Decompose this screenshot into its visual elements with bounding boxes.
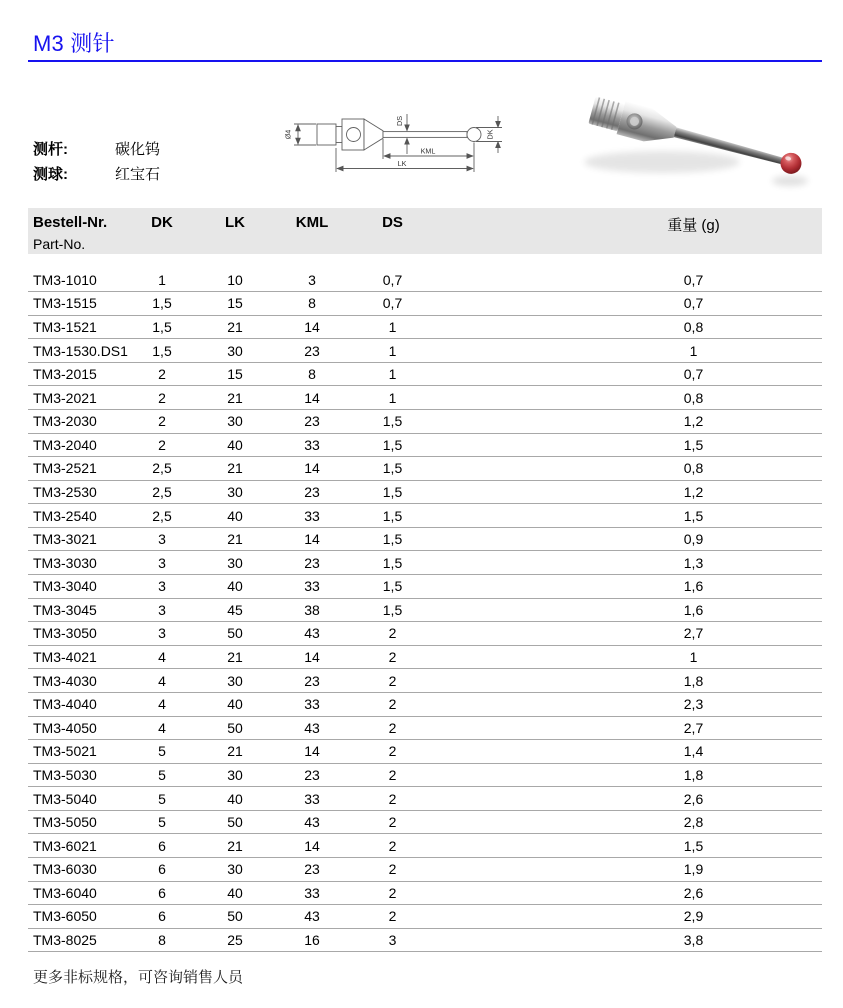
weight-cell: 1,5 xyxy=(440,433,822,457)
ds-cell: 0,7 xyxy=(345,254,440,292)
lk-cell: 21 xyxy=(191,740,279,764)
dk-cell: 8 xyxy=(133,928,191,952)
page-title: M3 测针 xyxy=(33,31,115,56)
dim-label-kml: KML xyxy=(420,146,436,156)
dk-cell: 6 xyxy=(133,857,191,881)
kml-cell: 38 xyxy=(279,598,345,622)
dk-cell: 2 xyxy=(133,433,191,457)
part-no-cell: TM3-1010 xyxy=(28,254,133,292)
ds-cell: 1,5 xyxy=(345,504,440,528)
dk-cell: 3 xyxy=(133,551,191,575)
weight-cell: 2,6 xyxy=(440,787,822,811)
lk-cell: 15 xyxy=(191,362,279,386)
kml-cell: 14 xyxy=(279,740,345,764)
table-row xyxy=(28,810,822,834)
kml-cell: 43 xyxy=(279,716,345,740)
part-no-cell: TM3-6040 xyxy=(28,881,133,905)
lk-cell: 45 xyxy=(191,598,279,622)
ds-cell: 1,5 xyxy=(345,457,440,481)
weight-cell: 2,3 xyxy=(440,692,822,716)
lk-cell: 50 xyxy=(191,622,279,646)
title-underline xyxy=(28,60,822,62)
weight-cell: 1,5 xyxy=(440,504,822,528)
lk-cell: 30 xyxy=(191,669,279,693)
part-no-cell: TM3-2530 xyxy=(28,480,133,504)
weight-cell: 3,8 xyxy=(440,928,822,952)
header-part-no: Bestell-Nr. Part-No. xyxy=(28,208,133,254)
table-row xyxy=(28,598,822,622)
dk-cell: 2 xyxy=(133,386,191,410)
part-no-cell: TM3-2021 xyxy=(28,386,133,410)
weight-cell: 1,2 xyxy=(440,480,822,504)
kml-cell: 33 xyxy=(279,575,345,599)
table-row xyxy=(28,857,822,881)
part-no-cell: TM3-3030 xyxy=(28,551,133,575)
lk-cell: 40 xyxy=(191,504,279,528)
ds-cell: 1 xyxy=(345,386,440,410)
weight-cell: 1,2 xyxy=(440,409,822,433)
lk-cell: 30 xyxy=(191,763,279,787)
kml-cell: 33 xyxy=(279,692,345,716)
weight-cell: 0,7 xyxy=(440,292,822,316)
shaft-material-label: 测杆: xyxy=(33,141,68,158)
table-row xyxy=(28,905,822,929)
kml-cell: 8 xyxy=(279,362,345,386)
table-row xyxy=(28,763,822,787)
footer-note: 更多非标规格，可咨询销售人员 xyxy=(33,969,244,986)
weight-cell: 1,9 xyxy=(440,857,822,881)
material-specs xyxy=(33,136,160,186)
lk-cell: 40 xyxy=(191,433,279,457)
ds-cell: 2 xyxy=(345,645,440,669)
part-no-cell: TM3-3045 xyxy=(28,598,133,622)
lk-cell: 30 xyxy=(191,480,279,504)
part-no-cell: TM3-3040 xyxy=(28,575,133,599)
weight-cell: 2,6 xyxy=(440,881,822,905)
weight-cell: 1,3 xyxy=(440,551,822,575)
dk-cell: 2,5 xyxy=(133,457,191,481)
dk-cell: 5 xyxy=(133,763,191,787)
table-row xyxy=(28,740,822,764)
kml-cell: 23 xyxy=(279,551,345,575)
dk-cell: 6 xyxy=(133,834,191,858)
header-ds: DS xyxy=(345,208,440,254)
ds-cell: 2 xyxy=(345,716,440,740)
table-row xyxy=(28,645,822,669)
part-no-cell: TM3-2040 xyxy=(28,433,133,457)
header-part-no-sub: Part-No. xyxy=(33,236,86,252)
part-no-cell: TM3-2030 xyxy=(28,409,133,433)
photo-shadow xyxy=(584,151,740,173)
ds-cell: 2 xyxy=(345,905,440,929)
kml-cell: 43 xyxy=(279,905,345,929)
lk-cell: 21 xyxy=(191,645,279,669)
dk-cell: 6 xyxy=(133,905,191,929)
dk-cell: 2 xyxy=(133,362,191,386)
spec-row-shaft xyxy=(33,136,160,161)
part-no-cell: TM3-2521 xyxy=(28,457,133,481)
header-dk: DK xyxy=(133,208,191,254)
kml-cell: 3 xyxy=(279,254,345,292)
dk-cell: 3 xyxy=(133,575,191,599)
part-no-cell: TM3-1521 xyxy=(28,315,133,339)
dk-cell: 2,5 xyxy=(133,504,191,528)
dk-cell: 4 xyxy=(133,716,191,740)
ds-cell: 1,5 xyxy=(345,409,440,433)
table-row xyxy=(28,292,822,316)
weight-cell: 0,7 xyxy=(440,362,822,386)
lk-cell: 30 xyxy=(191,857,279,881)
lk-cell: 21 xyxy=(191,457,279,481)
ds-cell: 1,5 xyxy=(345,480,440,504)
weight-cell: 0,8 xyxy=(440,386,822,410)
dim-label-lk: LK xyxy=(397,159,407,168)
ds-cell: 2 xyxy=(345,787,440,811)
kml-cell: 14 xyxy=(279,834,345,858)
spec-row-ball xyxy=(33,161,160,186)
kml-cell: 14 xyxy=(279,527,345,551)
header-weight: 重量 (g) xyxy=(440,208,822,254)
part-no-cell: TM3-5021 xyxy=(28,740,133,764)
part-no-cell: TM3-4050 xyxy=(28,716,133,740)
lk-cell: 50 xyxy=(191,810,279,834)
weight-cell: 1 xyxy=(440,339,822,363)
weight-cell: 1,6 xyxy=(440,575,822,599)
table-row xyxy=(28,669,822,693)
lk-cell: 30 xyxy=(191,339,279,363)
dk-cell: 2,5 xyxy=(133,480,191,504)
lk-cell: 21 xyxy=(191,386,279,410)
part-no-cell: TM3-6050 xyxy=(28,905,133,929)
weight-cell: 0,8 xyxy=(440,315,822,339)
part-no-cell: TM3-3021 xyxy=(28,527,133,551)
shaft-material-value: 碳化钨 xyxy=(115,141,161,158)
dk-cell: 3 xyxy=(133,598,191,622)
weight-cell: 0,7 xyxy=(440,254,822,292)
ds-cell: 1 xyxy=(345,339,440,363)
parts-table-body xyxy=(28,254,822,952)
kml-cell: 14 xyxy=(279,315,345,339)
kml-cell: 33 xyxy=(279,433,345,457)
ds-cell: 2 xyxy=(345,857,440,881)
part-no-cell: TM3-2015 xyxy=(28,362,133,386)
table-row xyxy=(28,254,822,292)
ds-cell: 1,5 xyxy=(345,527,440,551)
kml-cell: 23 xyxy=(279,480,345,504)
part-no-cell: TM3-1530.DS1 xyxy=(28,339,133,363)
kml-cell: 14 xyxy=(279,386,345,410)
part-no-cell: TM3-3050 xyxy=(28,622,133,646)
dk-cell: 4 xyxy=(133,645,191,669)
ds-cell: 1,5 xyxy=(345,598,440,622)
lk-cell: 21 xyxy=(191,527,279,551)
ds-cell: 1,5 xyxy=(345,575,440,599)
table-row xyxy=(28,928,822,952)
dk-cell: 4 xyxy=(133,692,191,716)
kml-cell: 23 xyxy=(279,857,345,881)
lk-cell: 40 xyxy=(191,692,279,716)
ds-cell: 1,5 xyxy=(345,433,440,457)
kml-cell: 23 xyxy=(279,669,345,693)
weight-cell: 2,8 xyxy=(440,810,822,834)
weight-cell: 0,8 xyxy=(440,457,822,481)
lk-cell: 50 xyxy=(191,905,279,929)
lk-cell: 25 xyxy=(191,928,279,952)
table-row xyxy=(28,409,822,433)
photo-ball-shadow xyxy=(772,176,808,186)
table-row xyxy=(28,457,822,481)
table-row xyxy=(28,622,822,646)
kml-cell: 8 xyxy=(279,292,345,316)
part-no-cell: TM3-6021 xyxy=(28,834,133,858)
weight-cell: 1,6 xyxy=(440,598,822,622)
table-row xyxy=(28,692,822,716)
weight-cell: 2,7 xyxy=(440,716,822,740)
stylus-photo xyxy=(552,82,843,204)
part-no-cell: TM3-4030 xyxy=(28,669,133,693)
table-row xyxy=(28,362,822,386)
weight-cell: 1,5 xyxy=(440,834,822,858)
parts-table-header xyxy=(28,208,822,254)
ball-material-label: 测球: xyxy=(33,166,68,183)
part-no-cell: TM3-4021 xyxy=(28,645,133,669)
part-no-cell: TM3-2540 xyxy=(28,504,133,528)
ds-cell: 2 xyxy=(345,692,440,716)
lk-cell: 30 xyxy=(191,409,279,433)
ds-cell: 1 xyxy=(345,362,440,386)
dk-cell: 5 xyxy=(133,740,191,764)
ds-cell: 2 xyxy=(345,740,440,764)
lk-cell: 21 xyxy=(191,315,279,339)
part-no-cell: TM3-5030 xyxy=(28,763,133,787)
kml-cell: 14 xyxy=(279,457,345,481)
dim-label-ds: DS xyxy=(395,116,404,126)
lk-cell: 30 xyxy=(191,551,279,575)
lk-cell: 40 xyxy=(191,787,279,811)
dk-cell: 5 xyxy=(133,810,191,834)
table-row xyxy=(28,716,822,740)
weight-cell: 1,4 xyxy=(440,740,822,764)
weight-cell: 1,8 xyxy=(440,763,822,787)
table-row xyxy=(28,339,822,363)
kml-cell: 23 xyxy=(279,409,345,433)
part-no-cell: TM3-6030 xyxy=(28,857,133,881)
table-row xyxy=(28,551,822,575)
ds-cell: 1,5 xyxy=(345,551,440,575)
dk-cell: 1,5 xyxy=(133,315,191,339)
header-lk: LK xyxy=(191,208,279,254)
weight-cell: 1 xyxy=(440,645,822,669)
table-row xyxy=(28,834,822,858)
weight-cell: 0,9 xyxy=(440,527,822,551)
ball-material-value: 红宝石 xyxy=(115,166,161,183)
table-row xyxy=(28,527,822,551)
dk-cell: 1,5 xyxy=(133,292,191,316)
lk-cell: 40 xyxy=(191,575,279,599)
kml-cell: 16 xyxy=(279,928,345,952)
kml-cell: 43 xyxy=(279,622,345,646)
lk-cell: 50 xyxy=(191,716,279,740)
kml-cell: 14 xyxy=(279,645,345,669)
lk-cell: 21 xyxy=(191,834,279,858)
ds-cell: 2 xyxy=(345,834,440,858)
dk-cell: 1 xyxy=(133,254,191,292)
ds-cell: 2 xyxy=(345,810,440,834)
part-no-cell: TM3-4040 xyxy=(28,692,133,716)
table-row xyxy=(28,575,822,599)
dk-cell: 3 xyxy=(133,622,191,646)
table-row xyxy=(28,504,822,528)
part-no-cell: TM3-1515 xyxy=(28,292,133,316)
ds-cell: 1 xyxy=(345,315,440,339)
parts-table xyxy=(28,208,822,952)
table-row xyxy=(28,480,822,504)
kml-cell: 23 xyxy=(279,763,345,787)
dk-cell: 5 xyxy=(133,787,191,811)
lk-cell: 40 xyxy=(191,881,279,905)
ds-cell: 2 xyxy=(345,669,440,693)
lk-cell: 15 xyxy=(191,292,279,316)
dk-cell: 2 xyxy=(133,409,191,433)
dk-cell: 4 xyxy=(133,669,191,693)
kml-cell: 43 xyxy=(279,810,345,834)
ds-cell: 3 xyxy=(345,928,440,952)
table-row xyxy=(28,386,822,410)
table-row xyxy=(28,881,822,905)
dk-cell: 6 xyxy=(133,881,191,905)
table-row xyxy=(28,787,822,811)
weight-cell: 2,9 xyxy=(440,905,822,929)
lk-cell: 10 xyxy=(191,254,279,292)
part-no-cell: TM3-8025 xyxy=(28,928,133,952)
dim-label-diameter: Ø4 xyxy=(283,129,293,140)
dim-label-dk: DK xyxy=(485,129,495,140)
table-row xyxy=(28,315,822,339)
part-no-cell: TM3-5050 xyxy=(28,810,133,834)
kml-cell: 33 xyxy=(279,881,345,905)
dk-cell: 1,5 xyxy=(133,339,191,363)
kml-cell: 33 xyxy=(279,787,345,811)
stylus-technical-drawing xyxy=(250,93,550,198)
kml-cell: 33 xyxy=(279,504,345,528)
part-no-cell: TM3-5040 xyxy=(28,787,133,811)
kml-cell: 23 xyxy=(279,339,345,363)
ds-cell: 0,7 xyxy=(345,292,440,316)
ds-cell: 2 xyxy=(345,881,440,905)
ds-cell: 2 xyxy=(345,763,440,787)
weight-cell: 1,8 xyxy=(440,669,822,693)
ds-cell: 2 xyxy=(345,622,440,646)
dk-cell: 3 xyxy=(133,527,191,551)
weight-cell: 2,7 xyxy=(440,622,822,646)
header-kml: KML xyxy=(279,208,345,254)
table-row xyxy=(28,433,822,457)
